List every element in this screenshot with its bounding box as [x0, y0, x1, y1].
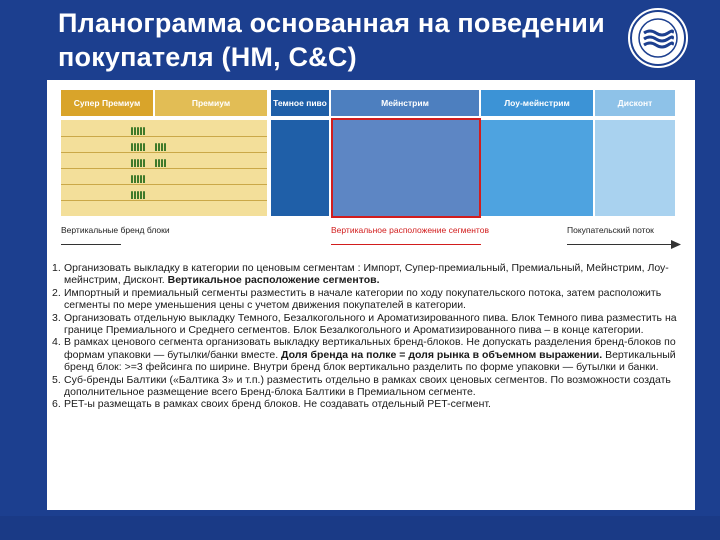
slide-title: Планограмма основанная на поведении покупателя (НМ, С&C) — [58, 8, 605, 72]
segment-super-premium: Супер Премиум — [61, 90, 153, 116]
segment-premium: Премиум — [155, 90, 267, 116]
legend-divider-left — [61, 244, 121, 245]
legend-divider-middle — [331, 244, 481, 245]
list-item: 6. PET-ы размещать в рамках своих бренд блоков. Не создавать отдельный PET-сегмент. — [52, 398, 491, 411]
shelf-dark-beer-block — [271, 120, 329, 216]
shelf-mainstream-block — [331, 118, 481, 218]
arrow-head-icon — [671, 240, 681, 249]
segment-mainstream: Мейнстрим — [331, 90, 479, 116]
list-item: 5. Суб-бренды Балтики («Балтика 3» и т.п.) разместить отдельно в рамках своих ценовых сегментов. По возможности создать дополнительное размещение всего Бренд-блока Балтики в Премиальном сегменте. — [52, 373, 671, 399]
legend-shopper-flow: Покупательский поток — [567, 225, 654, 235]
segment-dark-beer: Темное пиво — [271, 90, 329, 116]
segment-low-mainstream: Лоу-мейнстрим — [481, 90, 593, 116]
list-item: 2. Импортный и премиальный сегменты разместить в начале категории по ходу покупательского потока, затем расположить сегменты по мере уменьшения цены с учетом движения покупателей в категории. — [52, 286, 662, 312]
shelf-discount-block — [595, 120, 675, 216]
segment-discount: Дисконт — [595, 90, 675, 116]
rules-list — [52, 262, 687, 411]
shelf-premium-block — [61, 120, 267, 216]
list-item: 4. В рамках ценового сегмента организовать выкладку вертикальных бренд-блоков. Не допускать разделения бренд-блоков по формам упаковки — бутылки/банки вместе. Доля бренда на полке = доля рынка в объемном выражении. Вертикальный бренд блок: >=3 фейсинга по ширине. Внутри бренд блок вертикально разделить по форме упаковки — бутылки и банки. — [52, 336, 676, 374]
footer-bar — [0, 516, 720, 540]
slide-content — [47, 80, 695, 510]
legend-vertical-segments: Вертикальное расположение сегментов — [331, 225, 489, 235]
list-item: 1. Организовать выкладку в категории по ценовым сегментам : Импорт, Супер-премиальный, Премиальный, Мейнстрим, Лоу-мейнстрим, Дисконт. Вертикальное расположение сегментов. — [52, 262, 669, 287]
shelf-low-mainstream-block — [481, 120, 593, 216]
legend-vertical-brand-blocks: Вертикальные бренд блоки — [61, 225, 170, 235]
list-item: 3. Организовать отдельную выкладку Темного, Безалкогольного и Ароматизированного пива. Блок Темного пива разместить на границе Премиального и Среднего сегментов. Блок Безалкогольного и Ароматизированного пива – в конце категории. — [52, 311, 677, 337]
planogram-diagram — [61, 90, 681, 240]
company-logo — [626, 6, 690, 70]
shopper-flow-arrow — [567, 244, 673, 245]
